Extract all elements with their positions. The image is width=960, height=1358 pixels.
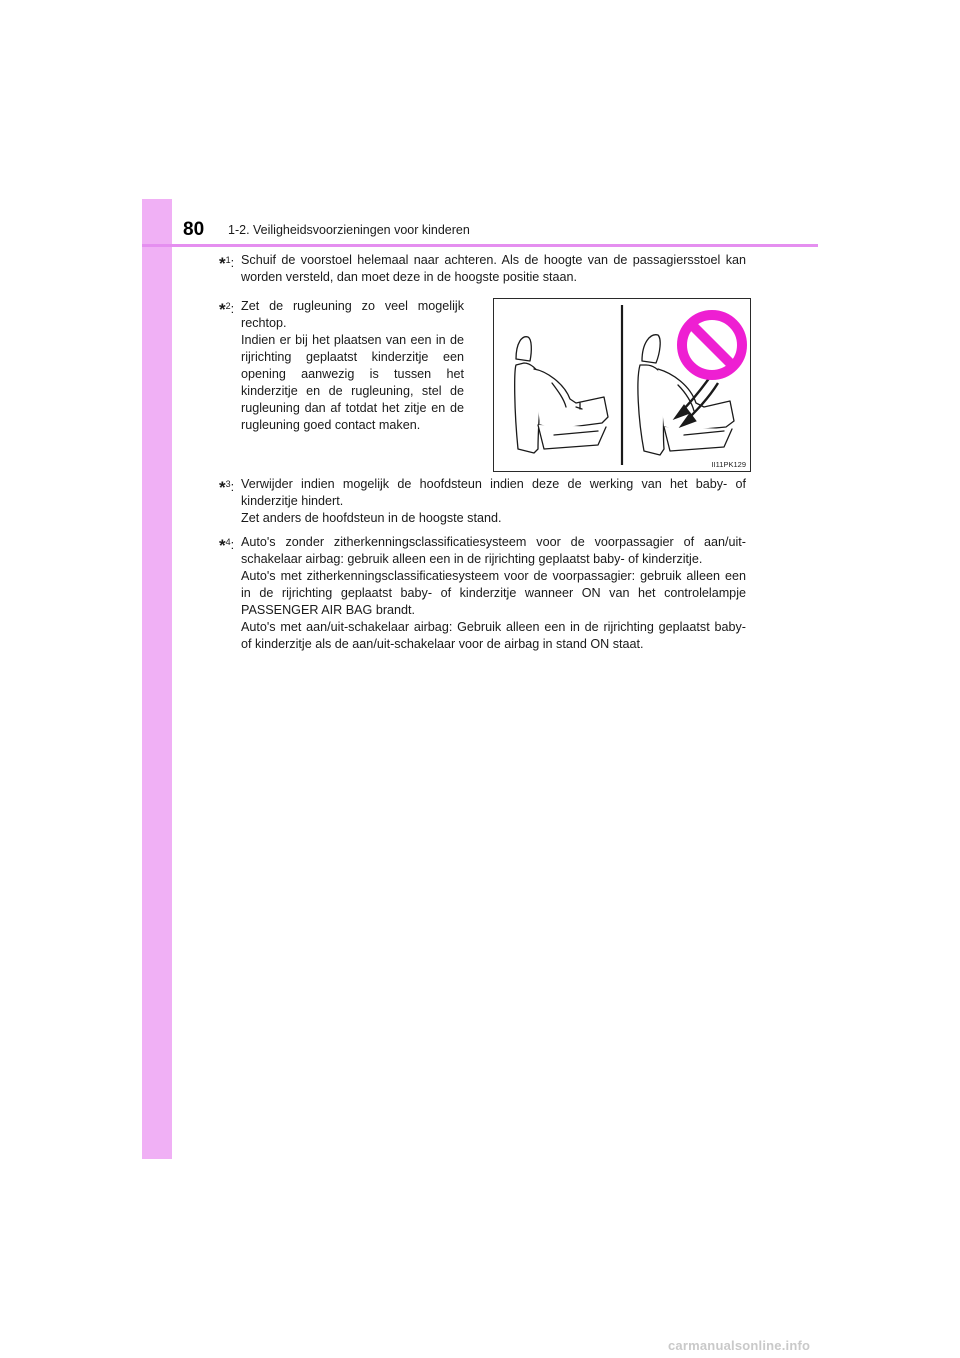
footnote-marker: *$^2$: bbox=[219, 300, 235, 319]
footnote-text: Auto's met aan/uit-schakelaar airbag: Gebruik alleen een in de rijrichting geplaatst baby- of kinderzitje als de aan/uit-schakelaar voor de airbag in stand ON staat. bbox=[241, 620, 746, 651]
footnote-marker: *$^3$: bbox=[219, 478, 235, 497]
footnote-1 bbox=[219, 252, 746, 286]
footnote-text: Indien er bij het plaatsen van een in de rijrichting geplaatst kinderzitje een opening aanwezig is tussen het kinderzitje en de rugleuning, stel de rugleuning dan af totdat het zitje en de rugleuning goed contact maken. bbox=[241, 333, 464, 432]
footnote-text: Verwijder indien mogelijk de hoofdsteun indien deze de werking van het baby- of kinderzitje hindert. bbox=[241, 477, 746, 508]
footnote-marker: *$^1$: bbox=[219, 254, 235, 273]
page-number: 80 bbox=[183, 219, 205, 240]
header-rule bbox=[142, 244, 818, 247]
footnote-text: Schuif de voorstoel helemaal naar achteren. Als de hoogte van de passagiersstoel kan worden versteld, dan moet deze in de hoogste positie staan. bbox=[241, 253, 746, 284]
footnote-4 bbox=[219, 534, 746, 653]
footnote-text: Zet anders de hoofdsteun in de hoogste stand. bbox=[241, 511, 502, 525]
watermark: carmanualsonline.info bbox=[668, 1338, 811, 1353]
seat-diagram bbox=[494, 299, 750, 471]
footnote-3 bbox=[219, 476, 746, 527]
footnote-text: Auto's met zitherkenningsclassificatiesysteem voor de voorpassagier: gebruik alleen een in de rijrichting geplaatst baby- of kinderzitje wanneer ON van het controlelampje PASSENGER AIR BAG brandt. bbox=[241, 569, 746, 617]
footnote-text: Zet de rugleuning zo veel mogelijk rechtop. bbox=[241, 299, 464, 330]
footnote-marker: *$^4$: bbox=[219, 536, 235, 555]
footnote-2 bbox=[219, 298, 464, 434]
footnote-text: Auto's zonder zitherkenningsclassificatiesysteem voor de voorpassagier of aan/uit-schakelaar airbag: gebruik alleen een in de rijrichting geplaatst baby- of kinderzitje. bbox=[241, 535, 746, 566]
side-accent-strip bbox=[142, 199, 172, 1159]
section-title: 1-2. Veiligheidsvoorzieningen voor kinderen bbox=[228, 223, 470, 237]
seat-correct-icon bbox=[515, 337, 608, 453]
prohibition-icon bbox=[682, 315, 742, 375]
seat-illustration bbox=[493, 298, 751, 472]
figure-code: II11PK129 bbox=[711, 460, 746, 469]
